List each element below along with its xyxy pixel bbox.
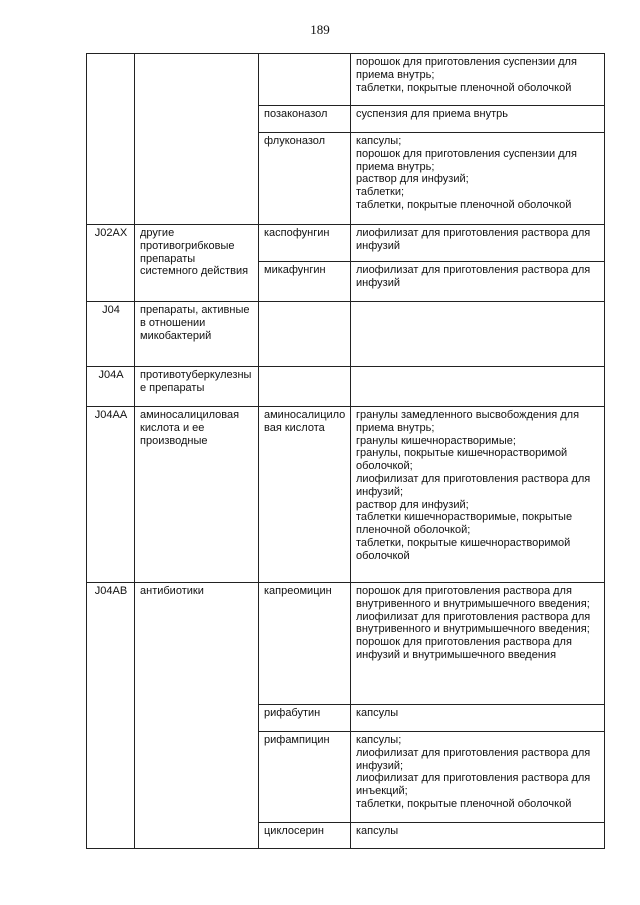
dosage-form-cell: суспензия для приема внутрь [351,106,605,133]
drug-name-cell [259,367,351,407]
drug-name-cell [259,54,351,106]
drug-name-cell: рифабутин [259,705,351,732]
dosage-form-cell: капсулы [351,823,605,849]
dosage-form-cell: порошок для приготовления раствора для внутривенного и внутримышечного введения; лиофилизат для приготовления раствора для внутривенного и внутримышечного введения; порошок для приготовления раствора для инфузий и внутримышечного введения [351,583,605,705]
table-row [87,302,605,367]
atc-code-cell [87,54,135,225]
dosage-form-cell: капсулы; лиофилизат для приготовления раствора для инфузий; лиофилизат для приготовления раствора для инъекций; таблетки, покрытые пленочной оболочкой [351,732,605,823]
table-row [87,583,605,705]
drug-name-cell: каспофунгин [259,225,351,262]
table-row [87,225,605,262]
group-name-cell: препараты, активные в отношении микобактерий [135,302,259,367]
dosage-form-cell: лиофилизат для приготовления раствора для инфузий [351,225,605,262]
group-name-cell [135,54,259,225]
atc-code-cell: J02AX [87,225,135,302]
dosage-form-cell: гранулы замедленного высвобождения для приема внутрь; гранулы кишечнорастворимые; гранулы, покрытые кишечнорастворимой оболочкой; лиофилизат для приготовления раствора для инфузий; раствор для инфузий; таблетки кишечнорастворимые, покрытые пленочной оболочкой; таблетки, покрытые кишечнорастворимой оболочкой [351,407,605,583]
dosage-form-cell: капсулы; порошок для приготовления суспензии для приема внутрь; раствор для инфузий; таблетки; таблетки, покрытые пленочной оболочкой [351,133,605,225]
drug-name-cell: микафунгин [259,262,351,302]
drug-name-cell: циклосерин [259,823,351,849]
atc-code-cell: J04AB [87,583,135,849]
dosage-form-cell: лиофилизат для приготовления раствора для инфузий [351,262,605,302]
group-name-cell: противотуберкулезные препараты [135,367,259,407]
group-name-cell: аминосалициловая кислота и ее производные [135,407,259,583]
atc-code-cell: J04A [87,367,135,407]
atc-code-cell: J04AA [87,407,135,583]
dosage-form-cell: порошок для приготовления суспензии для приема внутрь; таблетки, покрытые пленочной оболочкой [351,54,605,106]
drug-name-cell: позаконазол [259,106,351,133]
drug-name-cell: аминосалициловая кислота [259,407,351,583]
dosage-form-cell: капсулы [351,705,605,732]
drug-table [86,53,605,849]
table-row [87,54,605,106]
group-name-cell: другие противогрибковые препараты системного действия [135,225,259,302]
dosage-form-cell [351,367,605,407]
drug-name-cell: флуконазол [259,133,351,225]
page-number: 189 [310,22,330,37]
drug-name-cell: капреомицин [259,583,351,705]
group-name-cell: антибиотики [135,583,259,849]
drug-name-cell [259,302,351,367]
table-row [87,407,605,583]
dosage-form-cell [351,302,605,367]
atc-code-cell: J04 [87,302,135,367]
drug-name-cell: рифампицин [259,732,351,823]
table-row [87,367,605,407]
